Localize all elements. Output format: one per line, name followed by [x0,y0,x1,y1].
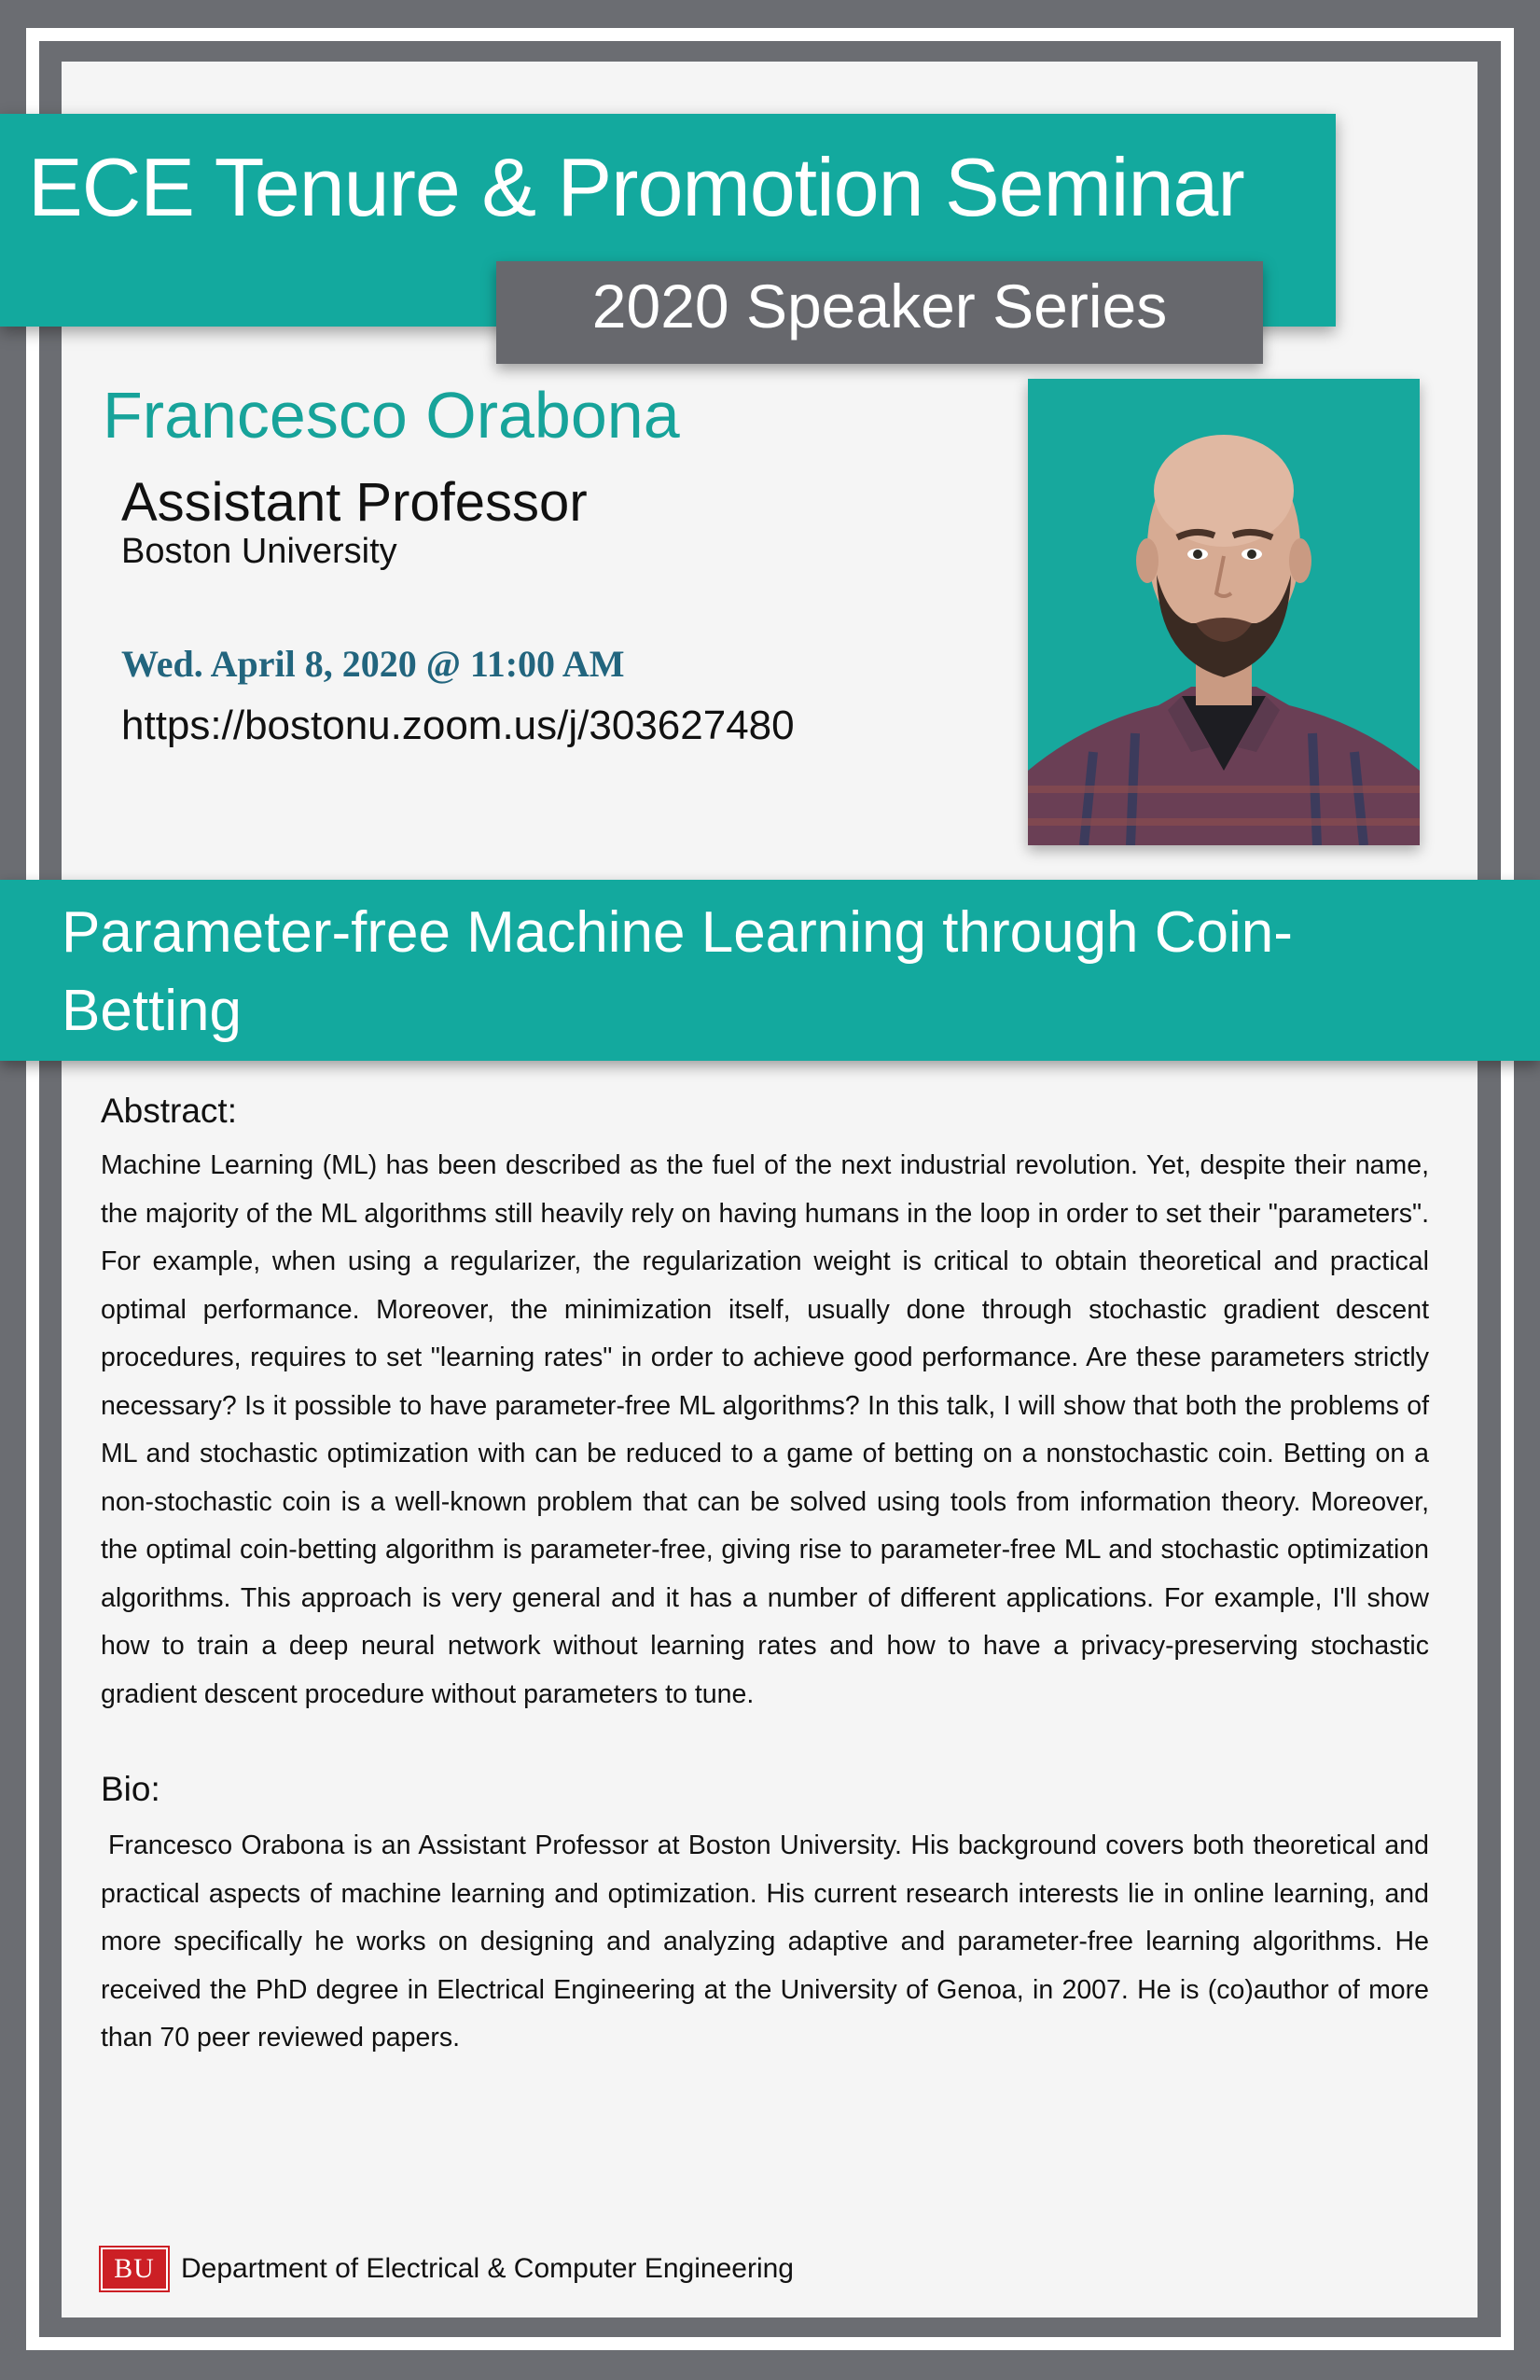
speaker-affiliation: Boston University [121,532,397,571]
speaker-photo [1028,379,1420,845]
zoom-link[interactable]: https://bostonu.zoom.us/j/303627480 [121,703,795,748]
bu-logo-text: BU [114,2253,155,2284]
department-name: Department of Electrical & Computer Engineering [181,2253,794,2284]
bio-heading: Bio: [101,1770,160,1808]
abstract-text: Machine Learning (ML) has been described as the fuel of the next industrial revolution. Yet, despite their name, the majority of the ML algorithms still heavily rely on having humans in the loop in order to set their "parameters". For example, when using a regularizer, the regularization weight is critical to obtain theoretical and practical optimal performance. Moreover, the minimization itself, usually done through stochastic gradient descent procedures, requires to set "learning rates" in order to achieve good performance. Are these parameters strictly necessary? Is it possible to have parameter-free ML algorithms? In this talk, I will show that both the problems of ML and stochastic optimization with can be reduced to a game of betting on a nonstochastic coin. Betting on a non-stochastic coin is a well-known problem that can be solved using tools from information theory. Moreover, the optimal coin-betting algorithm is parameter-free, giving rise to parameter-free ML and stochastic optimization algorithms. This approach is very general and it has a number of different applications. For example, I'll show how to train a deep neural network without learning rates and how to have a privacy-preserving stochastic gradient descent procedure without parameters to tune. [101,1150,1429,1709]
footer [101,2248,794,2290]
series-label: 2020 Speaker Series [591,271,1168,341]
page-title: ECE Tenure & Promotion Seminar [28,141,1244,233]
speaker-name: Francesco Orabona [103,379,680,452]
abstract-heading: Abstract: [101,1092,237,1130]
speaker-role: Assistant Professor [121,472,588,533]
bu-logo-icon [101,2248,168,2290]
talk-title: Parameter-free Machine Learning through Coin-Betting [62,900,1293,1043]
event-datetime: Wed. April 8, 2020 @ 11:00 AM [121,643,625,685]
bio-text: Francesco Orabona is an Assistant Professor at Boston University. His background covers both theoretical and practical aspects of machine learning and optimization. His current research interests lie in online learning, and more specifically he works on designing and analyzing adaptive and parameter-free learning algorithms. He received the PhD degree in Electrical Engineering at the University of Genoa, in 2007. He is (co)author of more than 70 peer reviewed papers. [101,1830,1429,2053]
speaker-portrait-icon [1028,379,1420,845]
